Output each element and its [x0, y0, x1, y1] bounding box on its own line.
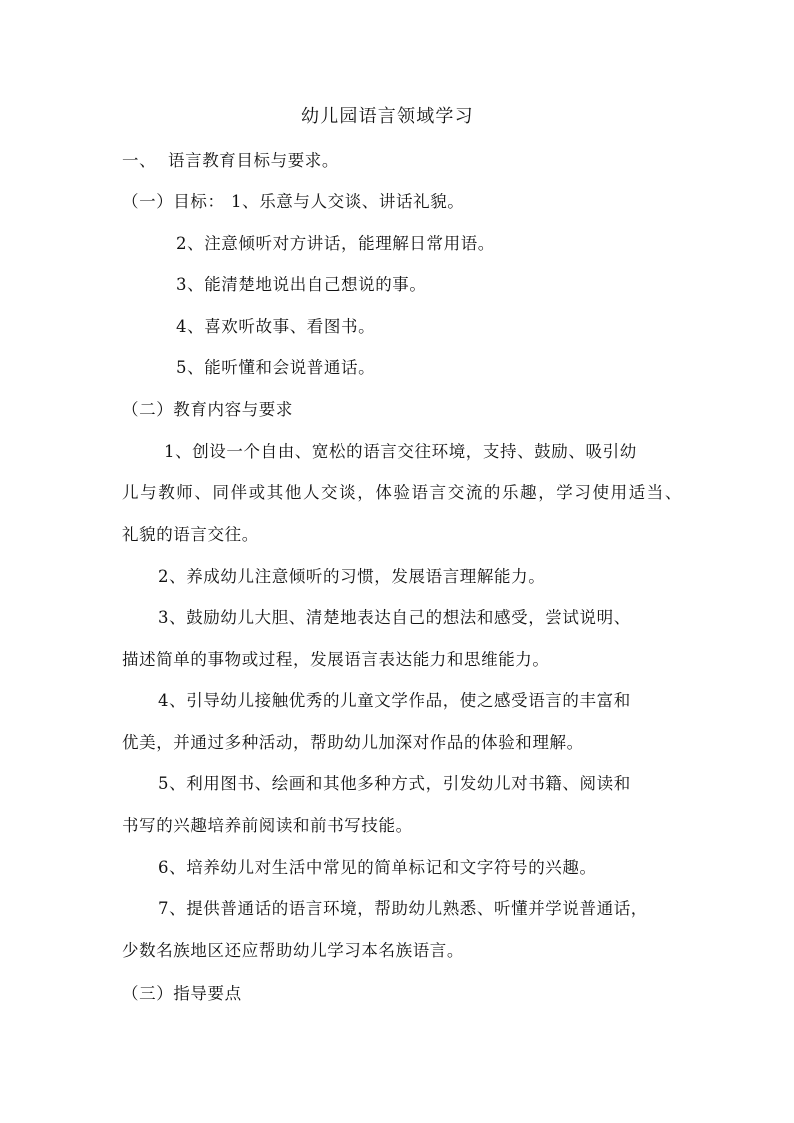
paragraph-line: 3、鼓励幼儿大胆、清楚地表达自己的想法和感受，尝试说明、 — [158, 608, 631, 627]
paragraph-line: 礼貌的语言交往。 — [122, 525, 259, 544]
guidance-heading: （三）指导要点 — [122, 984, 242, 1003]
paragraph-line: 4、引导幼儿接触优秀的儿童文学作品，使之感受语言的丰富和 — [158, 691, 631, 710]
paragraph-line: 少数名族地区还应帮助幼儿学习本名族语言。 — [122, 941, 464, 960]
paragraph-line: 优美，并通过多种活动，帮助幼儿加深对作品的体验和理解。 — [122, 733, 584, 752]
goal-item: 2、注意倾听对方讲话，能理解日常用语。 — [176, 234, 495, 253]
goal-item: 3、能清楚地说出自己想说的事。 — [176, 275, 427, 294]
goal-item: 4、喜欢听故事、看图书。 — [176, 317, 376, 336]
paragraph-line: 7、提供普通话的语言环境，帮助幼儿熟悉、听懂并学说普通话， — [158, 899, 648, 918]
paragraph-line: 1、创设一个自由、宽松的语言交往环境，支持、鼓励、吸引幼 — [164, 442, 637, 461]
section-heading: 语言教育目标与要求。 — [168, 151, 339, 170]
paragraph-line: 儿与教师、同伴或其他人交谈，体验语言交流的乐趣，学习使用适当、 — [122, 483, 682, 502]
section-number: 一、 — [122, 151, 157, 170]
goal-item: 5、能听懂和会说普通话。 — [176, 358, 376, 377]
paragraph-line: 2、养成幼儿注意倾听的习惯，发展语言理解能力。 — [158, 567, 546, 586]
paragraph-line: 描述简单的事物或过程，发展语言表达能力和思维能力。 — [122, 650, 550, 669]
paragraph-line: 5、利用图书、绘画和其他多种方式，引发幼儿对书籍、阅读和 — [158, 774, 631, 793]
paragraph-line: 书写的兴趣培养前阅读和前书写技能。 — [122, 816, 413, 835]
document-title: 幼儿园语言领域学习 — [301, 106, 474, 127]
goals-label: （一）目标： — [122, 192, 225, 211]
goal-item: 1、乐意与人交谈、讲话礼貌。 — [231, 192, 465, 211]
paragraph-line: 6、培养幼儿对生活中常见的简单标记和文字符号的兴趣。 — [158, 858, 597, 877]
content-heading: （二）教育内容与要求 — [122, 400, 293, 419]
